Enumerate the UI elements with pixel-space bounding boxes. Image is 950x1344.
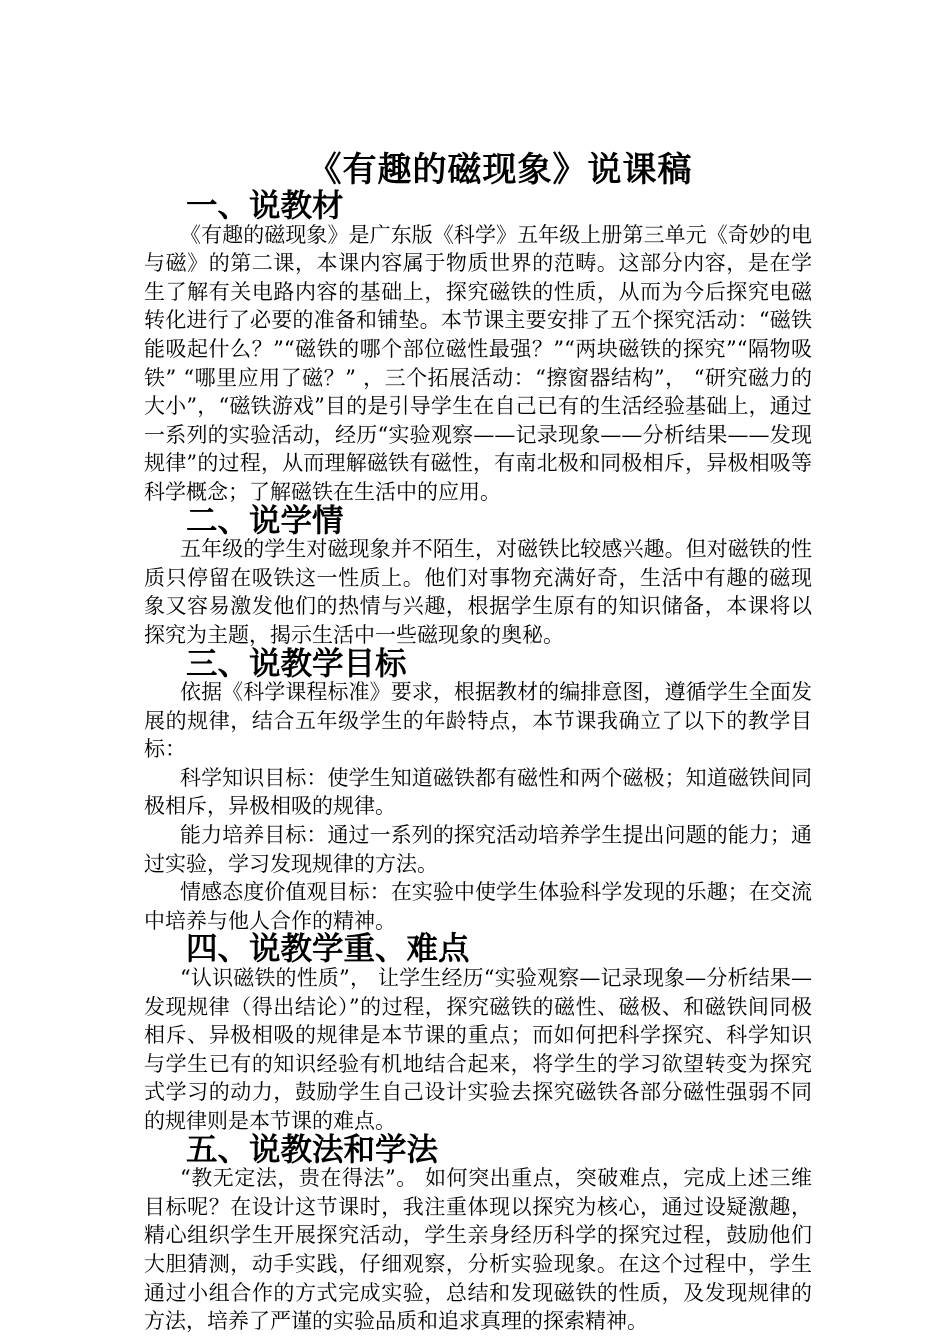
section-teaching-material xyxy=(144,187,812,507)
paragraph: 能力培养目标：通过一系列的探究活动培养学生提出问题的能力；通过实验，学习发现规律的方法。 xyxy=(144,823,812,876)
paragraph: 依据《科学课程标准》要求，根据教材的编排意图，遵循学生全面发展的规律，结合五年级学生的年龄特点，本节课我确立了以下的教学目标： xyxy=(144,680,812,762)
paragraph: 科学知识目标：使学生知道磁铁都有磁性和两个磁极；知道磁铁间同极相斥，异极相吸的规律。 xyxy=(144,765,812,819)
section-student-analysis xyxy=(144,501,812,650)
section-heading: 三、说教学目标 xyxy=(186,644,407,682)
paragraph: 五年级的学生对磁现象并不陌生，对磁铁比较感兴趣。但对磁铁的性质只停留在吸铁这一性质上。他们对事物充满好奇，生活中有趣的磁现象又容易激发他们的热情与兴趣，根据学生原有的知识储备，本课将以探究为主题，揭示生活中一些磁现象的奥秘。 xyxy=(144,537,812,647)
section-teaching-objectives xyxy=(144,644,812,936)
paragraph: 《有趣的磁现象》是广东版《科学》五年级上册第三单元《奇妙的电与磁》的第二课，本课内容属于物质世界的范畴。这部分内容，是在学生了解有关电路内容的基础上，探究磁铁的性质，从而为今后探究电磁转化进行了必要的准备和铺垫。本节课主要安排了五个探究活动：“磁铁能吸起什么？”“磁铁的哪个部位磁性最强？”“两块磁铁的探究”“隔物吸铁” “哪里应用了磁？” ，三个拓展活动：“擦窗器结构”， “研究磁力的大小”，“磁铁游戏”目的是引导学生在自己已有的生活经验基础上，通过一系列的实验活动，经历“实验观察——记录现象——分析结果——发现规律”的过程，从而理解磁铁有磁性，有南北极和同极相斥，异极相吸等科学概念；了解磁铁在生活中的应用。 xyxy=(144,222,812,504)
document-body xyxy=(144,187,812,1336)
section-teaching-methods xyxy=(144,1130,812,1336)
paragraph: “教无定法，贵在得法”。 如何突出重点，突破难点，完成上述三维目标呢？在设计这节课时，我注重体现以探究为核心，通过设疑激趣，精心组织学生开展探究活动，学生亲身经历科学的探究过程，鼓励他们大胆猜测，动手实践，仔细观察，分析实验现象。在这个过程中，学生通过小组合作的方式完成实验，总结和发现磁铁的性质，及发现规律的方法，培养了严谨的实验品质和追求真理的探索精神。 xyxy=(144,1166,812,1334)
section-heading: 一、说教材 xyxy=(186,187,344,224)
section-key-points xyxy=(144,930,812,1135)
section-heading: 二、说学情 xyxy=(186,501,344,539)
document-title: 《有趣的磁现象》说课稿 xyxy=(307,149,693,190)
paragraph: “认识磁铁的性质”， 让学生经历“实验观察—记录现象—分析结果—发现规律（得出结论）”的过程，探究磁铁的磁性、磁极、和磁铁间同极相斥、异极相吸的规律是本节课的重点；而如何把科学探究、科学知识与学生已有的知识经验有机地结合起来，将学生的学习欲望转变为探究式学习的动力，鼓励学生自己设计实验去探究磁铁各部分磁性强弱不同的规律则是本节课的难点。 xyxy=(144,966,812,1133)
section-heading: 四、说教学重、难点 xyxy=(186,930,470,968)
paragraph: 情感态度价值观目标：在实验中使学生体验科学发现的乐趣；在交流中培养与他人合作的精神。 xyxy=(144,880,812,933)
section-heading: 五、说教法和学法 xyxy=(186,1130,439,1168)
